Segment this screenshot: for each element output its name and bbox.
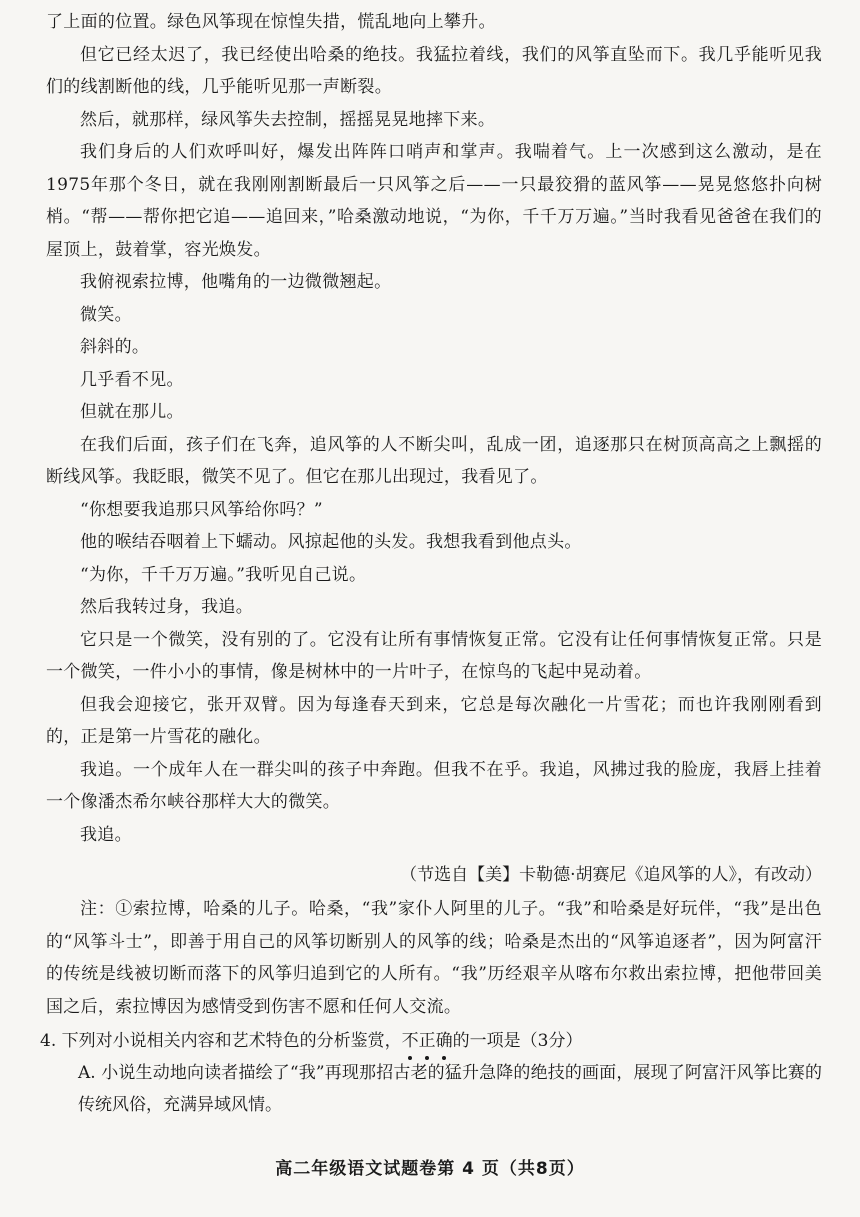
text-paragraph: “你想要我追那只风筝给你吗？” xyxy=(80,499,323,520)
source-citation: （节选自【美】卡勒德·胡赛尼《追风筝的人》，有改动） xyxy=(400,865,822,885)
text-paragraph: 了上面的位置。绿色风筝现在惊惶失措，慌乱地向上攀升。 xyxy=(46,12,496,32)
text-paragraph: 斜斜的。 xyxy=(80,337,150,357)
question-emphasis xyxy=(402,1031,453,1051)
text-paragraph: “为你，千千万万遍。”我听见自己说。 xyxy=(80,564,367,585)
text-paragraph: 我们身后的人们欢呼叫好，爆发出阵阵口哨声和掌声。我喘着气。上一次感到这么激动，是在1975年那个冬日，就在我刚刚割断最后一只风筝之后——一只最狡猾的蓝风筝——晃晃悠悠扑向树梢。“帮——帮你把它追——追回来，”哈桑激动地说，“为你，千千万万遍。”当时我看见爸爸在我们的屋顶上，鼓着掌，容光焕发。 xyxy=(46,142,822,260)
text-paragraph: 我追。 xyxy=(80,824,132,845)
question-stem-prefix: 4. 下列对小说相关内容和艺术特色的分析鉴赏， xyxy=(40,1031,402,1051)
text-paragraph: 我俯视索拉博，他嘴角的一边微微翘起。 xyxy=(80,272,392,292)
text-paragraph: 但它已经太迟了，我已经使出哈桑的绝技。我猛拉着线，我们的风筝直坠而下。我几乎能听见我们的线割断他的线，几乎能听见那一声断裂。 xyxy=(46,44,822,97)
text-paragraph: 在我们后面，孩子们在飞奔，追风筝的人不断尖叫，乱成一团，追逐那只在树顶高高之上飘摇的断线风筝。我眨眼，微笑不见了。但它在那儿出现过，我看见了。 xyxy=(46,434,822,487)
emphasis-char: 正 xyxy=(419,1025,436,1057)
text-paragraph: 然后我转过身，我追。 xyxy=(80,597,253,617)
text-paragraph: 但就在那儿。 xyxy=(80,402,184,422)
text-paragraph: 微笑。 xyxy=(80,304,132,325)
emphasis-char: 不 xyxy=(402,1025,419,1057)
text-paragraph: 他的喉结吞咽着上下蠕动。风掠起他的头发。我想我看到他点头。 xyxy=(80,532,582,552)
text-paragraph: 几乎看不见。 xyxy=(80,369,184,390)
option-a: A. 小说生动地向读者描绘了“我”再现那招古老的猛升急降的绝技的画面，展现了阿富汗风筝比赛的传统风俗，充满异域风情。 xyxy=(78,1063,822,1115)
text-paragraph: 然后，就那样，绿风筝失去控制，摇摇晃晃地摔下来。 xyxy=(80,109,496,130)
text-paragraph: 它只是一个微笑，没有别的了。它没有让所有事情恢复正常。它没有让任何事情恢复正常。只是一个微笑，一件小小的事情，像是树林中的一片叶子，在惊鸟的飞起中晃动着。 xyxy=(46,629,822,682)
emphasis-char: 确 xyxy=(436,1025,453,1057)
text-paragraph: 我追。一个成年人在一群尖叫的孩子中奔跑。但我不在乎。我追，风拂过我的脸庞，我唇上挂着一个像潘杰希尔峡谷那样大大的微笑。 xyxy=(46,759,822,812)
question-stem-suffix: 的一项是（3分） xyxy=(452,1031,583,1051)
question-stem xyxy=(40,1025,822,1057)
footnote: 注：①索拉博，哈桑的儿子。哈桑，“我”家仆人阿里的儿子。“我”和哈桑是好玩伴，“我”是出色的“风筝斗士”，即善于用自己的风筝切断别人的风筝的线；哈桑是杰出的“风筝追逐者”，因为阿富汗的传统是线被切断而落下的风筝归追到它的人所有。“我”历经艰辛从喀布尔救出索拉博，把他带回美国之后，索拉博因为感情受到伤害不愿和任何人交流。 xyxy=(46,899,822,1017)
page-footer: 高二年级语文试题卷第 4 页（共8页） xyxy=(275,1159,585,1179)
text-paragraph: 但我会迎接它，张开双臂。因为每逢春天到来，它总是每次融化一片雪花；而也许我刚刚看到的，正是第一片雪花的融化。 xyxy=(46,694,822,747)
